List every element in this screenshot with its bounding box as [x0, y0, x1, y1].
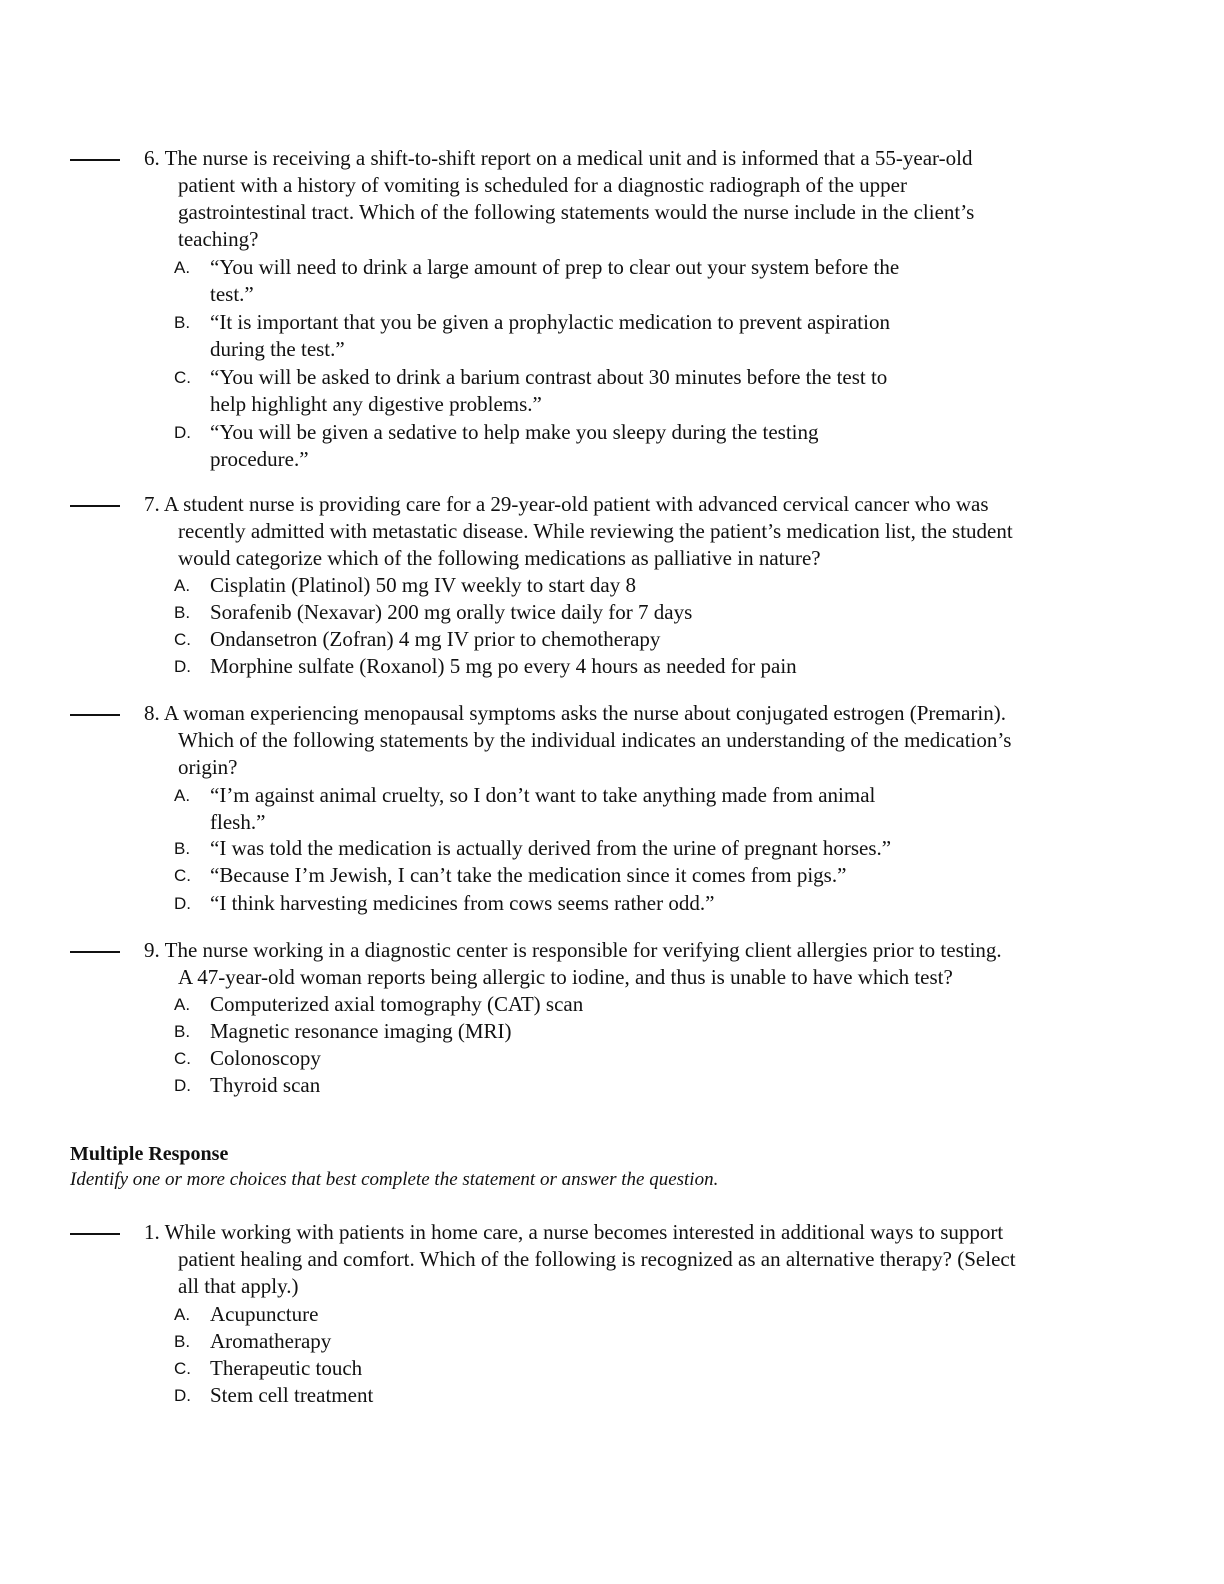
- question-text: The nurse working in a diagnostic center is responsible for verifying client allergies prior to testing.: [164, 938, 1002, 962]
- question-text: While working with patients in home care, a nurse becomes interested in additional ways to support: [164, 1220, 1004, 1244]
- option-text: Aromatherapy: [210, 1329, 332, 1353]
- option-text: Thyroid scan: [210, 1073, 321, 1097]
- option-letter: B.: [174, 1022, 191, 1041]
- question-text-line: gastrointestinal tract. Which of the following statements would the nurse include in the client’s: [178, 200, 975, 224]
- section-instructions: Identify one or more choices that best complete the statement or answer the question.: [70, 1169, 719, 1190]
- question-number: 1.: [144, 1220, 160, 1244]
- section-title: Multiple Response: [70, 1143, 229, 1165]
- option-text: Stem cell treatment: [210, 1383, 374, 1407]
- question-stem: [144, 145, 1134, 253]
- option-text: Morphine sulfate (Roxanol) 5 mg po every 4 hours as needed for pain: [210, 654, 797, 678]
- answer-blank[interactable]: [70, 505, 120, 507]
- option-letter: C.: [174, 1049, 191, 1068]
- option-letter: D.: [174, 423, 191, 442]
- option-letter: B.: [174, 1332, 191, 1351]
- question-text-line: recently admitted with metastatic disease. While reviewing the patient’s medication list, the student: [178, 519, 1013, 543]
- question-text-line: teaching?: [178, 227, 259, 251]
- option-letter: C.: [174, 368, 191, 387]
- answer-blank[interactable]: [70, 159, 120, 161]
- option-text: Computerized axial tomography (CAT) scan: [210, 992, 584, 1016]
- option-letter: D.: [174, 1386, 191, 1405]
- question-text-line: origin?: [178, 755, 238, 779]
- option-letter: A.: [174, 576, 191, 595]
- question-number: 6.: [144, 146, 160, 170]
- question-stem: [144, 491, 1134, 572]
- option-text: Colonoscopy: [210, 1046, 321, 1070]
- question-stem: [144, 937, 1134, 991]
- option-letter: C.: [174, 866, 191, 885]
- option-letter: A.: [174, 786, 191, 805]
- option-text: Cisplatin (Platinol) 50 mg IV weekly to start day 8: [210, 573, 636, 597]
- option-letter: A.: [174, 258, 191, 277]
- question-text-line: A 47-year-old woman reports being allergic to iodine, and thus is unable to have which test?: [178, 965, 953, 989]
- option-letter: A.: [174, 995, 191, 1014]
- question-text: The nurse is receiving a shift-to-shift report on a medical unit and is informed that a 55-year-old: [164, 146, 973, 170]
- option-text: Acupuncture: [210, 1302, 319, 1326]
- option-text: “You will be given a sedative to help make you sleepy during the testing procedure.”: [210, 420, 819, 471]
- option-text: “It is important that you be given a prophylactic medication to prevent aspiration during the test.”: [210, 310, 890, 361]
- option-letter: C.: [174, 1359, 191, 1378]
- answer-blank[interactable]: [70, 951, 120, 953]
- option-text: “You will be asked to drink a barium contrast about 30 minutes before the test to help highlight any digestive problems.”: [210, 365, 888, 416]
- question-number: 7.: [144, 492, 160, 516]
- option-letter: D.: [174, 1076, 191, 1095]
- option-letter: D.: [174, 657, 191, 676]
- question-text-line: all that apply.): [178, 1274, 299, 1298]
- question-stem: [144, 1219, 1134, 1300]
- question-text: A woman experiencing menopausal symptoms asks the nurse about conjugated estrogen (Premarin).: [163, 701, 1006, 725]
- option-text: Therapeutic touch: [210, 1356, 363, 1380]
- question-text-line: would categorize which of the following medications as palliative in nature?: [178, 546, 821, 570]
- option-text: Ondansetron (Zofran) 4 mg IV prior to chemotherapy: [210, 627, 661, 651]
- question-text-line: patient with a history of vomiting is scheduled for a diagnostic radiograph of the upper: [178, 173, 907, 197]
- option-letter: D.: [174, 894, 191, 913]
- option-letter: A.: [174, 1305, 191, 1324]
- option-text: “Because I’m Jewish, I can’t take the medication since it comes from pigs.”: [210, 863, 847, 887]
- option-text: “You will need to drink a large amount of prep to clear out your system before the test.”: [210, 255, 900, 306]
- option-text: Sorafenib (Nexavar) 200 mg orally twice daily for 7 days: [210, 600, 693, 624]
- answer-blank[interactable]: [70, 1233, 120, 1235]
- question-stem: [144, 700, 1134, 781]
- question-text-line: patient healing and comfort. Which of the following is recognized as an alternative therapy? (Select: [178, 1247, 1016, 1271]
- option-text: Magnetic resonance imaging (MRI): [210, 1019, 512, 1043]
- option-text: “I’m against animal cruelty, so I don’t want to take anything made from animal flesh.”: [210, 783, 876, 834]
- option-letter: B.: [174, 313, 191, 332]
- question-number: 9.: [144, 938, 160, 962]
- option-letter: C.: [174, 630, 191, 649]
- answer-blank[interactable]: [70, 714, 120, 716]
- option-text: “I think harvesting medicines from cows seems rather odd.”: [210, 891, 715, 915]
- question-text-line: Which of the following statements by the individual indicates an understanding of the medication’s: [178, 728, 1012, 752]
- question-text: A student nurse is providing care for a 29-year-old patient with advanced cervical cancer who was: [163, 492, 989, 516]
- option-letter: B.: [174, 603, 191, 622]
- option-text: “I was told the medication is actually derived from the urine of pregnant horses.”: [210, 836, 892, 860]
- question-number: 8.: [144, 701, 160, 725]
- option-letter: B.: [174, 839, 191, 858]
